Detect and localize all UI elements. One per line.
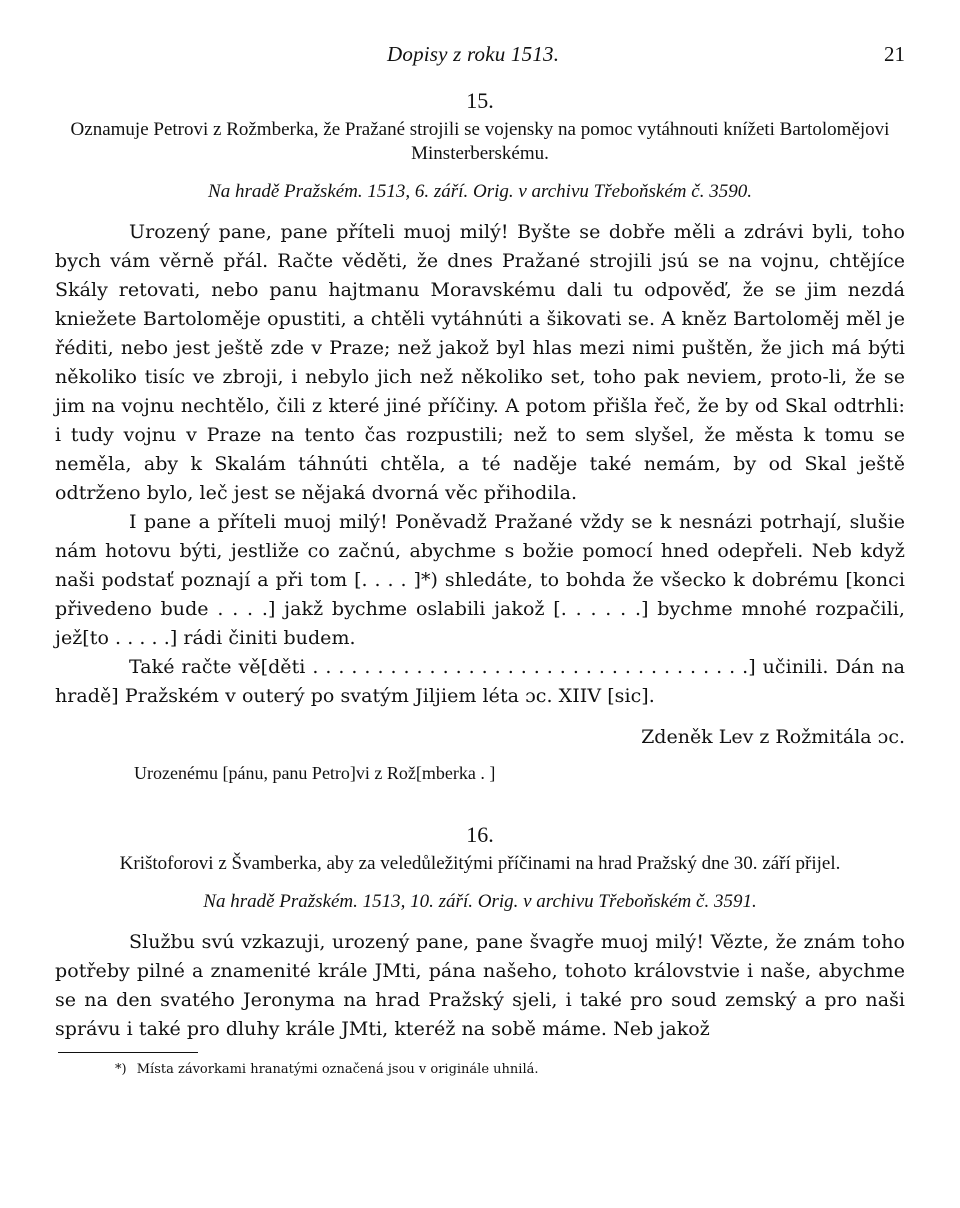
letter-summary: Oznamuje Petrovi z Rožmberka, že Pražané strojili se vojensky na pomoc vytáhnouti knížeti Bartoloměj​ovi Minsterberskému.: [70, 119, 890, 164]
letter-number: 15.: [466, 88, 494, 113]
letter-summary: Krištoforovi z Švamberka, aby za veledůležitými příčinami na hrad Pražský dne 30. září přijel.: [119, 853, 841, 874]
page-number: 21: [884, 42, 905, 66]
footnote: [115, 1061, 905, 1079]
date-line: Na hradě Pražském. 1513, 6. září. Orig. v archivu Třeboňském č. 3590.: [208, 181, 752, 202]
running-title: Dopisy z roku 1513.: [387, 42, 560, 66]
footnote-rule: [58, 1052, 198, 1053]
running-header: [55, 30, 905, 70]
letter-number: 16.: [466, 822, 494, 847]
footnote-text: Místa závorkami hranatými označená jsou v originále uhnilá.: [136, 1062, 539, 1077]
date-line: Na hradě Pražském. 1513, 10. září. Orig. v archivu Třeboňském č. 3591.: [203, 891, 757, 912]
book-page: [55, 30, 905, 1190]
signature: Zdeněk Lev z Rožmitála ɔc.: [641, 726, 905, 748]
letter-16: [55, 822, 905, 1044]
letter-paragraph: Službu svú vzkazuji, urozený pane, pane švagře muoj milý! Vězte, že znám toho potřeby pilné a znamenité krále JMti, pána našeho, tohoto královstvie i naše, abychme se na den svatého Jeronyma na hrad Pražský sjeli, i také pro soud zemský a pro naši správu i také pro dluhy krále JMti, kteréž na sobě máme. Neb jakož: [55, 931, 905, 1040]
letter-paragraph: Také račte vě[děti . . . . . . . . . . . . . . . . . . . . . . . . . . . . . . . . . .] učinili. Dán na hradě] Pražském v outerý po svatým Jiljiem léta ɔc. XIIV [sic].: [55, 656, 905, 707]
footnote-mark: *): [115, 1062, 127, 1077]
letter-15: [55, 88, 905, 786]
address-line: Urozenému [pánu, panu Petro]vi z Rož[mberka . ]: [134, 763, 496, 783]
letter-paragraph: Urozený pane, pane příteli muoj milý! Byšte se dobře měli a zdrávi byli, toho bych vám věrně přál. Račte věděti, že dnes Pražané strojili jsú se na vojnu, chtějíce Skály retovati, nebo panu hajtmanu Moravskému dali tu odpověď, že se jim nezdá kniežete Bartoloměje opustiti, a chtěli vytáhnúti a šikovati se. A kněz Bartoloměj měl je řéditi, nebo jest ještě zde v Praze; než jakož byl hlas mezi nimi puštěn, že jich má býti několiko tisíc ve zbroji, i nebylo jich než několiko set, toho pak neviem, proto-li, že se jim na vojnu nechtělo, čili z které jiné příčiny. A potom přišla řeč, že by od Skal odtrhli: i tudy vojnu v Praze na tento čas rozpustili; než to sem slyšel, že města k tomu se neměla, aby k Skalám táhnúti chtěla, a té naděje také nemám, by od Skal ještě odtrženo bylo, leč jest se nějaká dvorná věc přihodila.: [55, 221, 905, 504]
letter-paragraph: I pane a příteli muoj milý! Poněvadž Pražané vždy se k nesnázi potrhají, slušie nám hotovu býti, jestliže co začnú, abychme s božie pomocí hned odepřeli. Neb když naši podstať poznají a při tom [. . . . ]*) shledáte, to bohda že všecko k dobrému [konci přivedeno bude . . . .] jakž bychme oslabili jakož [. . . . . .] bychme mnohé rozpačili, jež[to . . . . .] rádi činiti budem.: [55, 511, 905, 649]
